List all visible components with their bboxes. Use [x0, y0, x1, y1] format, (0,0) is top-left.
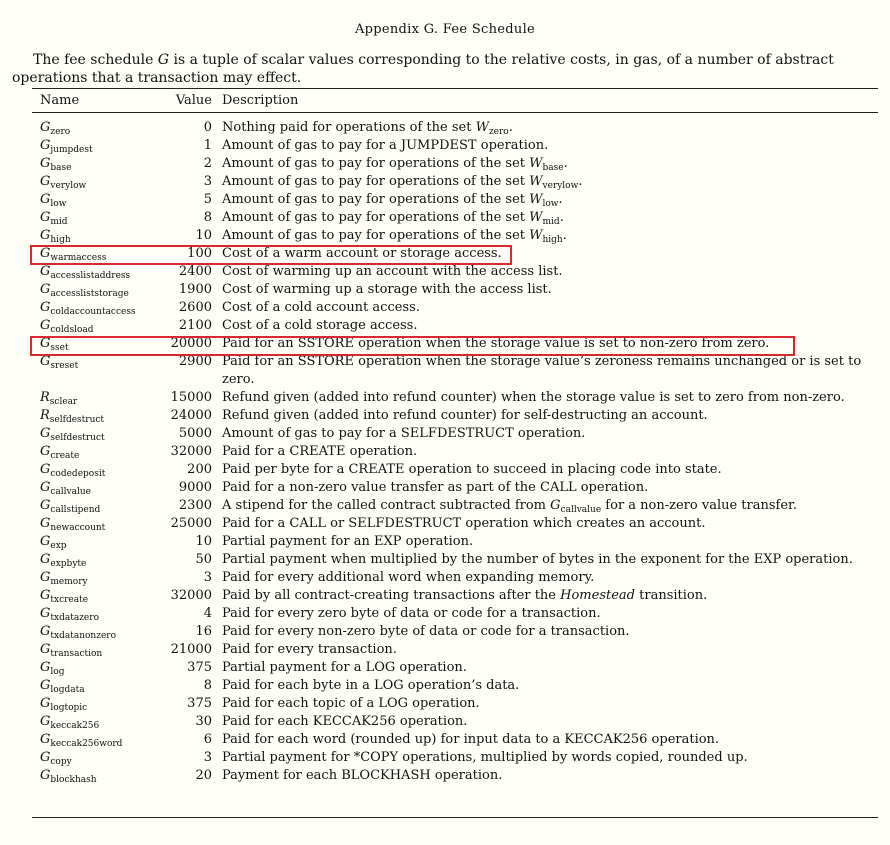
table-row [32, 281, 872, 299]
header-value: Value [175, 93, 212, 108]
fee-name: $G_{newaccount}$ [40, 516, 106, 533]
fee-description: Cost of warming up an account with the access list. [222, 264, 563, 279]
table-row [32, 749, 872, 767]
fee-value: 15000 [170, 390, 212, 405]
fee-name: $G_{mid}$ [40, 210, 68, 227]
fee-name: $G_{coldsload}$ [40, 318, 94, 335]
table-row [32, 677, 872, 695]
fee-description: Paid for every zero byte of data or code for a transaction. [222, 606, 601, 621]
table-row [32, 155, 872, 173]
fee-name: $G_{create}$ [40, 444, 80, 461]
fee-value: 375 [187, 660, 212, 675]
fee-description: Amount of gas to pay for operations of the set $W_{base}$. [222, 156, 568, 173]
fee-value: 10 [195, 228, 212, 243]
fee-description: Nothing paid for operations of the set $W_{zero}$. [222, 120, 513, 137]
fee-name: $G_{logdata}$ [40, 678, 85, 695]
fee-value: 32000 [170, 444, 212, 459]
table-header-rule [32, 112, 878, 113]
fee-value: 32000 [170, 588, 212, 603]
fee-value: 4 [203, 606, 212, 621]
header-name: Name [40, 93, 80, 108]
fee-description: Refund given (added into refund counter) when the storage value is set to zero from non-zero. [222, 390, 845, 405]
fee-description: Amount of gas to pay for operations of the set $W_{verylow}$. [222, 174, 583, 191]
fee-name: $G_{verylow}$ [40, 174, 87, 191]
table-row [32, 317, 872, 335]
fee-description: Amount of gas to pay for operations of the set $W_{high}$. [222, 228, 567, 245]
fee-schedule-table [32, 92, 872, 110]
fee-value: 1900 [178, 282, 212, 297]
fee-name: $G_{transaction}$ [40, 642, 103, 659]
fee-description: Paid for each byte in a LOG operation’s data. [222, 678, 520, 693]
fee-description: Paid for a non-zero value transfer as part of the CALL operation. [222, 480, 649, 495]
fee-name: $G_{logtopic}$ [40, 696, 88, 713]
table-row [32, 425, 872, 443]
fee-description: Paid for every non-zero byte of data or code for a transaction. [222, 624, 630, 639]
fee-description: Amount of gas to pay for a SELFDESTRUCT operation. [222, 426, 586, 441]
fee-value: 9000 [178, 480, 212, 495]
fee-description: Paid per byte for a CREATE operation to succeed in placing code into state. [222, 462, 722, 477]
table-row [32, 461, 872, 479]
fee-name: $G_{expbyte}$ [40, 552, 87, 569]
table-row [32, 479, 872, 497]
table-row [32, 119, 872, 137]
fee-name: $G_{exp}$ [40, 534, 67, 551]
fee-value: 0 [203, 120, 212, 135]
fee-schedule-body [32, 119, 872, 785]
fee-description: Partial payment when multiplied by the number of bytes in the exponent for the EXP operation. [222, 552, 853, 567]
fee-name: $G_{accesslistaddress}$ [40, 264, 131, 281]
fee-description: Amount of gas to pay for operations of the set $W_{mid}$. [222, 210, 564, 227]
fee-description: Refund given (added into refund counter) for self-destructing an account. [222, 408, 708, 423]
fee-value: 16 [195, 624, 212, 639]
fee-description: A stipend for the called contract subtracted from $G_{callvalue}$ for a non-zero value transfer. [222, 498, 797, 515]
fee-description: Cost of a cold storage access. [222, 318, 418, 333]
intro-symbol: G [157, 52, 170, 68]
fee-description: Partial payment for *COPY operations, multiplied by words copied, rounded up. [222, 750, 748, 765]
table-row [32, 263, 872, 281]
fee-description: Paid for every transaction. [222, 642, 397, 657]
table-row [32, 209, 872, 227]
fee-description: Paid for each word (rounded up) for input data to a KECCAK256 operation. [222, 732, 720, 747]
fee-description: Payment for each BLOCKHASH operation. [222, 768, 503, 783]
fee-name: $G_{keccak256}$ [40, 714, 100, 731]
fee-name: $G_{callvalue}$ [40, 480, 92, 497]
table-row [32, 659, 872, 677]
fee-name: $G_{blockhash}$ [40, 768, 97, 785]
fee-description: Cost of a warm account or storage access. [222, 246, 502, 261]
fee-name: $G_{callstipend}$ [40, 498, 101, 515]
fee-name: $G_{txdatanonzero}$ [40, 624, 116, 641]
fee-name: $G_{sreset}$ [40, 354, 79, 371]
fee-name: $G_{txdatazero}$ [40, 606, 99, 623]
fee-description: Partial payment for an EXP operation. [222, 534, 474, 549]
highlight-warmaccess [30, 245, 512, 265]
appendix-title [0, 22, 890, 37]
fee-value: 25000 [170, 516, 212, 531]
fee-value: 3 [203, 570, 212, 585]
table-row [32, 191, 872, 209]
fee-value: 20 [195, 768, 212, 783]
fee-value: 2100 [178, 318, 212, 333]
fee-name: $G_{keccak256word}$ [40, 732, 123, 749]
fee-value: 2400 [178, 264, 212, 279]
fee-value: 1 [203, 138, 212, 153]
fee-name: $G_{memory}$ [40, 570, 88, 587]
fee-name: $G_{high}$ [40, 228, 71, 245]
intro-line-2: operations that a transaction may effect. [12, 70, 302, 86]
table-row [32, 641, 872, 659]
fee-description: Paid for an SSTORE operation when the storage value’s zeroness remains unchanged or is set to zero. [222, 354, 862, 387]
fee-name: $G_{low}$ [40, 192, 67, 209]
table-row [32, 299, 872, 317]
table-row [32, 731, 872, 749]
fee-description: Paid for each KECCAK256 operation. [222, 714, 468, 729]
fee-value: 10 [195, 534, 212, 549]
table-row [32, 515, 872, 533]
table-row [32, 767, 872, 785]
fee-name: $G_{coldaccountaccess}$ [40, 300, 136, 317]
table-header-row [32, 92, 872, 110]
fee-value: 20000 [170, 336, 212, 351]
table-row [32, 569, 872, 587]
fee-value: 50 [195, 552, 212, 567]
table-row [32, 695, 872, 713]
fee-value: 2 [203, 156, 212, 171]
appendix-title-prefix: Appendix G. [354, 22, 439, 37]
fee-value: 30 [195, 714, 212, 729]
fee-value: 2600 [178, 300, 212, 315]
fee-value: 2900 [178, 354, 212, 369]
fee-name: $G_{log}$ [40, 660, 65, 677]
fee-name: $G_{base}$ [40, 156, 72, 173]
fee-description: Amount of gas to pay for operations of the set $W_{low}$. [222, 192, 563, 209]
table-row [32, 137, 872, 155]
fee-description: Partial payment for a LOG operation. [222, 660, 467, 675]
fee-value: 2300 [178, 498, 212, 513]
table-row [32, 623, 872, 641]
fee-description: Paid for every additional word when expanding memory. [222, 570, 595, 585]
table-row [32, 389, 872, 407]
fee-description: Paid for a CREATE operation. [222, 444, 418, 459]
fee-value: 21000 [170, 642, 212, 657]
fee-name: $G_{copy}$ [40, 750, 72, 767]
fee-name: $G_{codedeposit}$ [40, 462, 106, 479]
fee-name: $R_{sclear}$ [40, 390, 78, 407]
fee-name: $R_{selfdestruct}$ [40, 408, 105, 425]
fee-description: Cost of warming up a storage with the access list. [222, 282, 552, 297]
table-row [32, 443, 872, 461]
fee-name: $G_{sset}$ [40, 336, 69, 353]
fee-value: 8 [203, 678, 212, 693]
fee-value: 3 [203, 750, 212, 765]
fee-name: $G_{warmaccess}$ [40, 246, 107, 263]
intro-paragraph [12, 51, 877, 87]
table-row [32, 353, 872, 389]
table-row [32, 551, 872, 569]
table-row [32, 587, 872, 605]
highlight-sset [30, 336, 795, 356]
fee-value: 24000 [170, 408, 212, 423]
table-row [32, 227, 872, 245]
header-description: Description [222, 93, 299, 108]
fee-name: $G_{jumpdest}$ [40, 138, 93, 155]
fee-description: Paid for an SSTORE operation when the storage value is set to non-zero from zero. [222, 336, 770, 351]
fee-value: 6 [203, 732, 212, 747]
intro-line-1: The fee schedule G is a tuple of scalar values corresponding to the relative costs, in gas, of a number of abstract [33, 52, 834, 68]
fee-description: Paid by all contract-creating transactions after the Homestead transition. [222, 588, 708, 603]
fee-description: Amount of gas to pay for a JUMPDEST operation. [222, 138, 549, 153]
table-row [32, 407, 872, 425]
fee-value: 375 [187, 696, 212, 711]
fee-value: 5000 [178, 426, 212, 441]
fee-description: Paid for each topic of a LOG operation. [222, 696, 480, 711]
fee-name: $G_{zero}$ [40, 120, 71, 137]
table-row [32, 497, 872, 515]
table-bottom-rule [32, 817, 878, 818]
fee-value: 8 [203, 210, 212, 225]
table-row [32, 713, 872, 731]
fee-value: 5 [203, 192, 212, 207]
fee-value: 3 [203, 174, 212, 189]
table-row [32, 173, 872, 191]
fee-value: 200 [187, 462, 212, 477]
table-row [32, 533, 872, 551]
fee-description: Cost of a cold account access. [222, 300, 420, 315]
fee-name: $G_{selfdestruct}$ [40, 426, 105, 443]
fee-description: Paid for a CALL or SELFDESTRUCT operation which creates an account. [222, 516, 706, 531]
fee-value: 100 [187, 246, 212, 261]
table-top-rule [32, 88, 878, 89]
table-row [32, 605, 872, 623]
fee-name: $G_{accessliststorage}$ [40, 282, 129, 299]
appendix-title-rest: Fee Schedule [442, 22, 536, 37]
fee-name: $G_{txcreate}$ [40, 588, 89, 605]
